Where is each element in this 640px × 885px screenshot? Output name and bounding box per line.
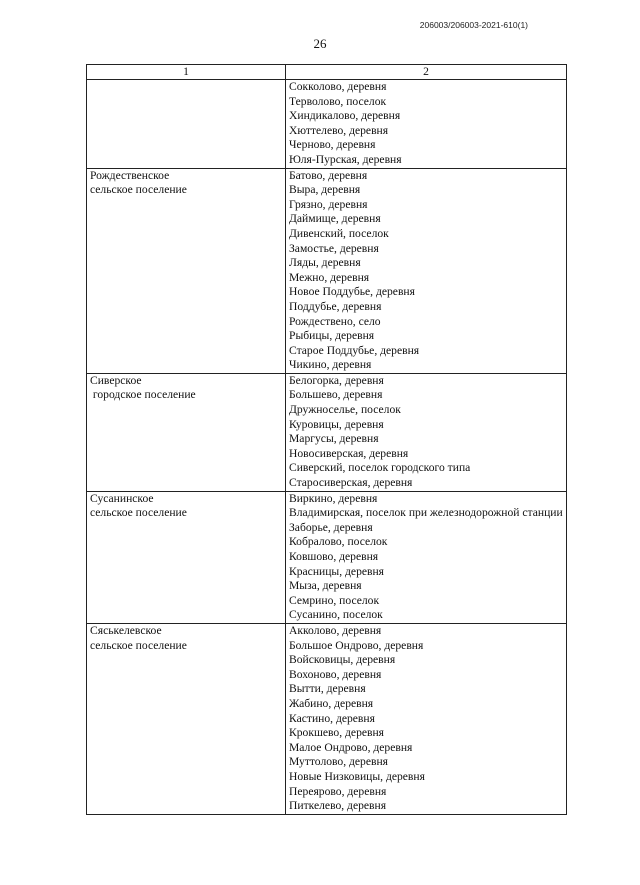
table-row — [87, 168, 567, 373]
places-cell — [286, 373, 567, 491]
place-item: Мыза, деревня — [289, 579, 362, 593]
place-item: Терволово, поселок — [289, 94, 387, 108]
table-header-row — [87, 65, 567, 80]
place-item: Рождествено, село — [289, 314, 381, 328]
settlement-cell — [87, 623, 286, 814]
table-body — [87, 80, 567, 815]
place-item: Старое Поддубье, деревня — [289, 343, 420, 357]
settlement-cell — [87, 491, 286, 623]
place-item: Маргусы, деревня — [289, 432, 379, 446]
place-item: Кобралово, поселок — [289, 535, 388, 549]
place-item: Куровицы, деревня — [289, 417, 384, 431]
place-item: Чикино, деревня — [289, 358, 372, 372]
place-item: Малое Ондрово, деревня — [289, 740, 413, 754]
place-item: Батово, деревня — [289, 168, 368, 182]
place-item: Белогорка, деревня — [289, 373, 384, 387]
place-item: Замостье, деревня — [289, 241, 379, 255]
place-item: Хюттелево, деревня — [289, 123, 389, 137]
places-cell — [286, 623, 567, 814]
place-item: Вохоново, деревня — [289, 667, 382, 681]
document-id: 206003/206003-2021-610(1) — [419, 20, 528, 30]
place-item: Хиндикалово, деревня — [289, 109, 401, 123]
place-item: Новое Поддубье, деревня — [289, 285, 415, 299]
places-cell — [286, 491, 567, 623]
place-item: Виркино, деревня — [289, 491, 378, 505]
place-item: Сиверский, поселок городского типа — [289, 461, 471, 475]
table-row — [87, 491, 567, 623]
place-item: Черново, деревня — [289, 138, 376, 152]
settlement-cell — [87, 373, 286, 491]
settlement-cell — [87, 168, 286, 373]
place-item: Дивенский, поселок — [289, 226, 389, 240]
place-item: Войсковицы, деревня — [289, 653, 396, 667]
place-item: Акколово, деревня — [289, 623, 382, 637]
place-item: Кастино, деревня — [289, 711, 375, 725]
column-header-1: 1 — [87, 65, 286, 80]
place-item: Жабино, деревня — [289, 696, 374, 710]
place-item: Большое Ондрово, деревня — [289, 638, 424, 652]
place-item: Грязно, деревня — [289, 197, 368, 211]
settlements-table — [86, 64, 567, 815]
settlement-name-line: сельское поселение — [90, 183, 187, 197]
settlement-name-line: городское поселение — [90, 388, 196, 402]
place-item: Заборье, деревня — [289, 520, 373, 534]
place-item: Перeярово, деревня — [289, 784, 387, 798]
place-item: Юля-Пурская, деревня — [289, 152, 402, 166]
table-row — [87, 373, 567, 491]
settlement-name-line: Рождественское — [90, 168, 170, 182]
place-item: Муттолово, деревня — [289, 755, 389, 769]
settlement-name-line: Сусанинское — [90, 491, 154, 505]
place-item: Владимирская, поселок при железнодорожной станции — [289, 506, 563, 520]
place-item: Питкелево, деревня — [289, 799, 387, 813]
places-cell — [286, 80, 567, 169]
page-number: 26 — [313, 36, 327, 51]
settlement-name-line: сельское поселение — [90, 638, 187, 652]
place-item: Новосиверская, деревня — [289, 446, 409, 460]
place-item: Сусанино, поселок — [289, 608, 383, 622]
place-item: Ковшово, деревня — [289, 550, 379, 563]
place-item: Сокколово, деревня — [289, 80, 387, 93]
place-item: Даймище, деревня — [289, 212, 381, 226]
column-header-2: 2 — [286, 65, 567, 80]
settlement-name-line: Сиверское — [90, 373, 142, 387]
settlement-cell — [87, 80, 286, 169]
place-item: Поддубье, деревня — [289, 299, 382, 313]
place-item: Большево, деревня — [289, 388, 383, 402]
settlement-name-line: сельское поселение — [90, 506, 187, 520]
settlement-name-line: Сяськелевское — [90, 623, 162, 637]
place-item: Дружноселье, поселок — [289, 403, 401, 417]
place-item: Вытти, деревня — [289, 682, 366, 696]
place-item: Ляды, деревня — [289, 256, 361, 270]
places-cell — [286, 168, 567, 373]
place-item: Межно, деревня — [289, 270, 370, 284]
place-item: Выра, деревня — [289, 183, 361, 197]
place-item: Новые Низковицы, деревня — [289, 769, 425, 783]
table-row — [87, 623, 567, 814]
table-row — [87, 80, 567, 169]
place-item: Старосиверская, деревня — [289, 476, 413, 490]
place-item: Рыбицы, деревня — [289, 329, 375, 343]
place-item: Крокшево, деревня — [289, 726, 385, 740]
place-item: Семрино, поселок — [289, 593, 380, 607]
place-item: Красницы, деревня — [289, 564, 385, 578]
